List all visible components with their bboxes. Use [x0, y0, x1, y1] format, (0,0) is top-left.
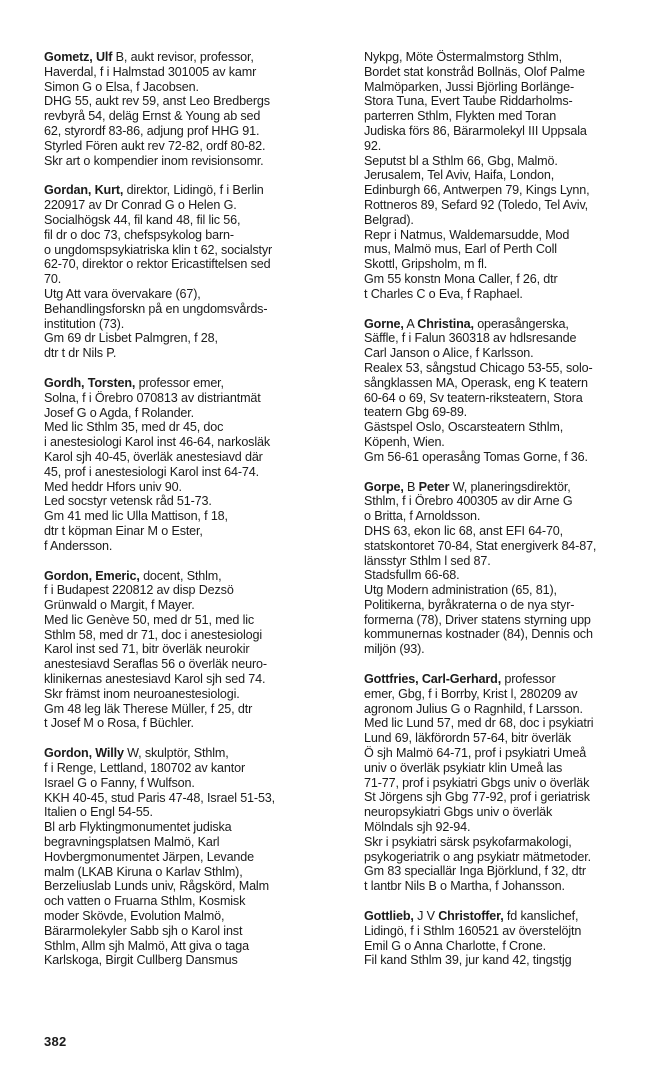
- text-line: [44, 480, 336, 495]
- entry-text: Italien o Engl 54-55.: [44, 805, 153, 820]
- entry-text: t Josef M o Rosa, f Büchler.: [44, 716, 194, 731]
- text-line: [44, 391, 336, 406]
- entry-text: DHG 55, aukt rev 59, anst Leo Bredbergs: [44, 94, 270, 109]
- text-line: [364, 435, 656, 450]
- entry-text: Säffle, f i Falun 360318 av hdlsresande: [364, 331, 577, 346]
- entry-text: psykogeriatrik o ang psykiatr mätmetoder.: [364, 849, 591, 864]
- entry-text: A: [403, 316, 418, 331]
- text-line: [364, 509, 656, 524]
- text-line: [364, 391, 656, 406]
- entry-name: Gottlieb,: [364, 909, 414, 924]
- entry-text: KKH 40-45, stud Paris 47-48, Israel 51-53,: [44, 790, 276, 805]
- text-line: [44, 317, 336, 332]
- text-line: [364, 183, 656, 198]
- entry-text: anestesiavd Seraflas 56 o överläk neuro-: [44, 657, 267, 672]
- entry-text: 92.: [364, 138, 382, 153]
- text-line: [44, 435, 336, 450]
- entry-text: sångklassen MA, Operask, eng K teatern: [364, 375, 588, 390]
- text-line: [44, 243, 336, 258]
- text-line: [364, 939, 656, 954]
- entry-text: o Britta, f Arnoldsson.: [364, 509, 481, 524]
- entry-text: Gm 83 speciallär Inga Björklund, f 32, dtr: [364, 864, 586, 879]
- text-line: [364, 109, 656, 124]
- entry-text: mus, Malmö mus, Earl of Perth Coll: [364, 242, 557, 257]
- entry-text: länsstyr Sthlm l sed 87.: [364, 553, 491, 568]
- text-line: [364, 924, 656, 939]
- entry-text: fd kanslichef,: [503, 909, 579, 924]
- left-column: [44, 50, 336, 983]
- entry-text: f i Budapest 220812 av disp Dezsö: [44, 583, 234, 598]
- entry-text: Skr art o kompendier inom revisionsomr.: [44, 153, 264, 168]
- text-line: [44, 65, 336, 80]
- entry-text: Seputst bl a Sthlm 66, Gbg, Malmö.: [364, 153, 558, 168]
- text-line: [44, 331, 336, 346]
- entry-text: Fil kand Sthlm 39, jur kand 42, tingstjg: [364, 953, 572, 968]
- text-line: [44, 953, 336, 968]
- entry-text: Karlskoga, Birgit Cullberg Dansmus: [44, 953, 238, 968]
- entry-text: Sthlm, f i Örebro 400305 av dir Arne G: [364, 494, 573, 509]
- entry-text: Gm 55 konstn Mona Caller, f 26, dtr: [364, 271, 558, 286]
- entry-text: Mölndals sjh 92-94.: [364, 820, 471, 835]
- entry-text: univ o överläk psykiatr klin Umeå las: [364, 760, 563, 775]
- text-line: [44, 835, 336, 850]
- entry-text: Skr främst inom neuroanestesiologi.: [44, 686, 240, 701]
- text-line: [44, 865, 336, 880]
- text-line: [364, 539, 656, 554]
- entry-text: f i Renge, Lettland, 180702 av kantor: [44, 761, 245, 776]
- text-line: [44, 465, 336, 480]
- text-line: [364, 494, 656, 509]
- text-line: [364, 480, 656, 495]
- entry-text: professor: [501, 672, 556, 687]
- entry-name: Gorpe,: [364, 479, 404, 494]
- entry-text: Ö sjh Malmö 64-71, prof i psykiatri Umeå: [364, 746, 587, 761]
- entry-text: Skr i psykiatri särsk psykofarmakologi,: [364, 834, 572, 849]
- entry-text: Gm 48 leg läk Therese Müller, f 25, dtr: [44, 701, 253, 716]
- entry-text: revbyrå 54, deläg Ernst & Young ab sed: [44, 109, 261, 124]
- text-line: [44, 272, 336, 287]
- entry-text: J V: [413, 909, 439, 924]
- entry-text: 62-70, direktor o rektor Ericastiftelsen sed: [44, 257, 271, 272]
- text-line: [44, 820, 336, 835]
- entry-text: teatern Gbg 69-89.: [364, 405, 468, 420]
- entry-text: Sthlm 58, med dr 71, doc i anestesiologi: [44, 627, 263, 642]
- entry-text: dtr t dr Nils P.: [44, 346, 117, 361]
- entry-text: Solna, f i Örebro 070813 av distriantmät: [44, 390, 261, 405]
- entry-name: Gordon, Emeric,: [44, 568, 140, 583]
- entry-text: Israel G o Fanny, f Wulfson.: [44, 775, 195, 790]
- text-line: [364, 790, 656, 805]
- text-line: [44, 494, 336, 509]
- text-line: [364, 805, 656, 820]
- entry-text: neuropsykiatri Gbgs univ o överläk: [364, 805, 553, 820]
- text-line: [364, 450, 656, 465]
- text-line: [44, 879, 336, 894]
- text-line: [44, 509, 336, 524]
- text-line: [364, 124, 656, 139]
- entry-text: Bl arb Flyktingmonumentet judiska: [44, 820, 232, 835]
- entry-text: Med heddr Hfors univ 90.: [44, 479, 182, 494]
- entry-text: Repr i Natmus, Waldemarsudde, Mod: [364, 227, 570, 242]
- text-line: [44, 894, 336, 909]
- text-line: [44, 924, 336, 939]
- text-line: [364, 598, 656, 613]
- entry-text: Stora Tuna, Evert Taube Riddarholms-: [364, 94, 573, 109]
- entry-text: operasångerska,: [473, 316, 569, 331]
- entry-text: Lund 69, läkförordn 57-64, bitr överläk: [364, 731, 571, 746]
- entry-text: Karol inst sed 71, bitr överläk neurokir: [44, 642, 250, 657]
- text-line: [364, 731, 656, 746]
- entry-text: institution (73).: [44, 316, 125, 331]
- entry-text: Köpenh, Wien.: [364, 434, 445, 449]
- text-line: [44, 346, 336, 361]
- biography-entry: [44, 569, 336, 732]
- text-line: [44, 50, 336, 65]
- entry-text: Nykpg, Möte Östermalmstorg Sthlm,: [364, 50, 563, 64]
- entry-text: Stadsfullm 66-68.: [364, 568, 460, 583]
- text-line: [44, 109, 336, 124]
- entry-text: Grünwald o Margit, f Mayer.: [44, 598, 195, 613]
- text-line: [364, 198, 656, 213]
- entry-text: Rottneros 89, Sefard 92 (Toledo, Tel Aviv,: [364, 197, 589, 212]
- text-line: [364, 554, 656, 569]
- text-line: [364, 864, 656, 879]
- text-line: [44, 213, 336, 228]
- entry-text: agronom Julius G o Ragnhild, f Larsson.: [364, 701, 583, 716]
- entry-text: Haverdal, f i Halmstad 301005 av kamr: [44, 64, 257, 79]
- text-line: [364, 154, 656, 169]
- entry-text: W, skulptör, Sthlm,: [123, 746, 229, 761]
- entry-text: Bärarmolekyler Sabb sjh o Karol inst: [44, 923, 243, 938]
- text-line: [44, 539, 336, 554]
- text-line: [364, 716, 656, 731]
- text-line: [364, 702, 656, 717]
- entry-text: St Jörgens sjh Gbg 77-92, prof i geriatrisk: [364, 790, 590, 805]
- biography-entry: [364, 672, 656, 894]
- text-line: [44, 302, 336, 317]
- entry-text: B, aukt revisor, professor,: [112, 50, 254, 64]
- entry-text: Malmöparken, Jussi Björling Borlänge-: [364, 79, 575, 94]
- text-line: [364, 287, 656, 302]
- entry-text: Realex 53, sångstud Chicago 53-55, solo-: [364, 360, 593, 375]
- entry-text: Edinburgh 66, Antwerpen 79, Kings Lynn,: [364, 183, 590, 198]
- page-number: 382: [44, 1034, 67, 1049]
- text-line: [364, 613, 656, 628]
- text-line: [364, 405, 656, 420]
- text-line: [364, 346, 656, 361]
- entry-text: och vatten o Fruarna Sthlm, Kosmisk: [44, 894, 246, 909]
- entry-text: Jerusalem, Tel Aviv, Haifa, London,: [364, 168, 555, 183]
- entry-text: professor emer,: [135, 375, 224, 390]
- text-line: [44, 909, 336, 924]
- text-line: [44, 124, 336, 139]
- text-line: [364, 213, 656, 228]
- entry-text: Berzeliuslab Lunds univ, Rågskörd, Malm: [44, 879, 269, 894]
- entry-text: docent, Sthlm,: [139, 568, 222, 583]
- biography-entry: [364, 909, 656, 968]
- entry-text: t lantbr Nils B o Martha, f Johansson.: [364, 879, 565, 894]
- text-line: [364, 168, 656, 183]
- entry-text: Behandlingsforskn på en ungdomsvårds-: [44, 301, 268, 316]
- text-line: [364, 317, 656, 332]
- text-line: [44, 420, 336, 435]
- entry-text: Gästspel Oslo, Oscarsteatern Sthlm,: [364, 420, 564, 435]
- entry-text: fil dr o doc 73, chefspsykolog barn-: [44, 227, 234, 242]
- entry-text: 62, styrordf 83-86, adjung prof HHG 91.: [44, 123, 260, 138]
- entry-text: 70.: [44, 272, 62, 287]
- text-line: [44, 791, 336, 806]
- entry-text: Styrled Fören aukt rev 72-82, ordf 80-82.: [44, 138, 266, 153]
- entry-name: Gottfries, Carl-Gerhard,: [364, 672, 502, 687]
- text-line: [364, 139, 656, 154]
- entry-text: Med lic Lund 57, med dr 68, doc i psykiatri: [364, 716, 594, 731]
- biography-entry: [364, 50, 656, 302]
- entry-text: dtr t köpman Einar M o Ester,: [44, 523, 203, 538]
- entry-text: Gm 41 med lic Ulla Mattison, f 18,: [44, 509, 228, 524]
- text-line: [364, 228, 656, 243]
- entry-text: Emil G o Anna Charlotte, f Crone.: [364, 938, 546, 953]
- entry-text: Belgrad).: [364, 212, 414, 227]
- entry-name: Gordon, Willy: [44, 746, 124, 761]
- text-line: [44, 450, 336, 465]
- text-line: [44, 657, 336, 672]
- entry-text: Josef G o Agda, f Rolander.: [44, 405, 194, 420]
- entry-text: Lidingö, f i Sthlm 160521 av överstelöjtn: [364, 923, 582, 938]
- text-line: [44, 80, 336, 95]
- text-line: [44, 183, 336, 198]
- entry-text: Med lic Sthlm 35, med dr 45, doc: [44, 420, 224, 435]
- text-line: [364, 376, 656, 391]
- entry-text: miljön (93).: [364, 642, 425, 657]
- text-line: [44, 524, 336, 539]
- entry-text: 71-77, prof i psykiatri Gbgs univ o överläk: [364, 775, 590, 790]
- text-line: [364, 94, 656, 109]
- entry-text: 220917 av Dr Conrad G o Helen G.: [44, 198, 237, 213]
- text-line: [44, 583, 336, 598]
- entry-text: Judiska förs 86, Bärarmolekyl III Uppsala: [364, 123, 587, 138]
- text-line: [44, 628, 336, 643]
- entry-text: Simon G o Elsa, f Jacobsen.: [44, 79, 199, 94]
- text-line: [44, 761, 336, 776]
- text-line: [44, 642, 336, 657]
- text-line: [364, 50, 656, 65]
- entry-name: Christoffer,: [438, 909, 504, 924]
- text-line: [364, 272, 656, 287]
- entry-text: direktor, Lidingö, f i Berlin: [123, 183, 264, 198]
- text-line: [44, 406, 336, 421]
- entry-text: Skottl, Gripsholm, m fl.: [364, 257, 488, 272]
- entry-text: Gm 69 dr Lisbet Palmgren, f 28,: [44, 331, 218, 346]
- text-line: [364, 420, 656, 435]
- text-line: [364, 746, 656, 761]
- entry-text: o ungdomspsykiatriska klin t 62, socialstyr: [44, 242, 273, 257]
- text-line: [44, 228, 336, 243]
- entry-name: Christina,: [417, 316, 474, 331]
- entry-text: kommunernas kostnader (84), Dennis och: [364, 627, 593, 642]
- text-line: [44, 154, 336, 169]
- entry-text: Politikerna, byråkraterna o de nya styr-: [364, 597, 575, 612]
- text-line: [364, 627, 656, 642]
- entry-text: Utg Modern administration (65, 81),: [364, 583, 557, 598]
- biography-entry: [364, 480, 656, 658]
- entry-name: Peter: [418, 479, 450, 494]
- entry-text: Socialhögsk 44, fil kand 48, fil lic 56,: [44, 212, 241, 227]
- text-line: [44, 776, 336, 791]
- text-line: [364, 761, 656, 776]
- entry-text: malm (LKAB Kiruna o Karlav Sthlm),: [44, 864, 243, 879]
- entry-name: Gordh, Torsten,: [44, 375, 136, 390]
- entry-text: formerna (78), Driver statens styrning upp: [364, 612, 591, 627]
- text-line: [44, 287, 336, 302]
- text-line: [364, 672, 656, 687]
- text-line: [44, 672, 336, 687]
- text-line: [44, 257, 336, 272]
- text-line: [364, 776, 656, 791]
- entry-text: Gm 56-61 operasång Tomas Gorne, f 36.: [364, 449, 588, 464]
- entry-text: moder Skövde, Evolution Malmö,: [44, 909, 225, 924]
- biography-entry: [44, 376, 336, 554]
- biography-entry: [44, 50, 336, 168]
- entry-text: t Charles C o Eva, f Raphael.: [364, 286, 523, 301]
- entry-text: begravningsplatsen Malmö, Karl: [44, 835, 220, 850]
- entry-text: Sthlm, Allm sjh Malmö, Att giva o taga: [44, 938, 249, 953]
- entry-text: Med lic Genève 50, med dr 51, med lic: [44, 612, 255, 627]
- entry-text: DHS 63, ekon lic 68, anst EFI 64-70,: [364, 523, 564, 538]
- entry-text: f Andersson.: [44, 538, 113, 553]
- text-line: [44, 702, 336, 717]
- text-line: [364, 953, 656, 968]
- text-line: [364, 524, 656, 539]
- entry-text: 60-64 o 69, Sv teatern-riksteatern, Stora: [364, 390, 583, 405]
- text-line: [364, 879, 656, 894]
- text-line: [44, 939, 336, 954]
- entry-name: Gordan, Kurt,: [44, 183, 124, 198]
- text-line: [44, 687, 336, 702]
- entry-text: statskontoret 70-84, Stat energiverk 84-87,: [364, 538, 597, 553]
- text-line: [44, 376, 336, 391]
- text-line: [364, 257, 656, 272]
- text-line: [364, 583, 656, 598]
- text-line: [364, 331, 656, 346]
- biography-entry: [44, 746, 336, 968]
- text-line: [364, 687, 656, 702]
- biography-entry: [44, 183, 336, 361]
- text-line: [364, 568, 656, 583]
- entry-text: i anestesiologi Karol inst 46-64, narkosläk: [44, 435, 270, 450]
- text-line: [364, 65, 656, 80]
- text-line: [364, 361, 656, 376]
- entry-text: W, planeringsdirektör,: [449, 479, 571, 494]
- right-column: [364, 50, 656, 983]
- text-line: [44, 613, 336, 628]
- text-line: [364, 642, 656, 657]
- text-line: [44, 94, 336, 109]
- text-line: [44, 805, 336, 820]
- entry-name: Gometz, Ulf: [44, 50, 113, 64]
- text-line: [44, 569, 336, 584]
- entry-name: Gorne,: [364, 316, 404, 331]
- text-line: [364, 242, 656, 257]
- entry-text: Utg Att vara övervakare (67),: [44, 286, 201, 301]
- text-line: [364, 850, 656, 865]
- entry-text: Karol sjh 40-45, överläk anestesiavd där: [44, 449, 263, 464]
- entry-text: Bordet stat konstråd Bollnäs, Olof Palme: [364, 64, 585, 79]
- biography-entry: [364, 317, 656, 465]
- text-line: [44, 139, 336, 154]
- entry-text: emer, Gbg, f i Borrby, Krist l, 280209 av: [364, 686, 578, 701]
- text-line: [44, 198, 336, 213]
- text-line: [44, 716, 336, 731]
- text-line: [44, 598, 336, 613]
- text-line: [364, 80, 656, 95]
- text-line: [364, 820, 656, 835]
- entry-text: B: [403, 479, 419, 494]
- text-line: [364, 909, 656, 924]
- text-line: [44, 746, 336, 761]
- entry-text: parterren Sthlm, Flykten med Toran: [364, 109, 557, 124]
- entry-text: Led socstyr vetensk råd 51-73.: [44, 494, 212, 509]
- text-line: [44, 850, 336, 865]
- entry-text: Hovbergmonumentet Järpen, Levande: [44, 849, 254, 864]
- entry-text: klinikernas anestesiavd Karol sjh sed 74.: [44, 672, 266, 687]
- entry-text: Carl Janson o Alice, f Karlsson.: [364, 346, 534, 361]
- text-line: [364, 835, 656, 850]
- entry-text: 45, prof i anestesiologi Karol inst 64-74.: [44, 464, 259, 479]
